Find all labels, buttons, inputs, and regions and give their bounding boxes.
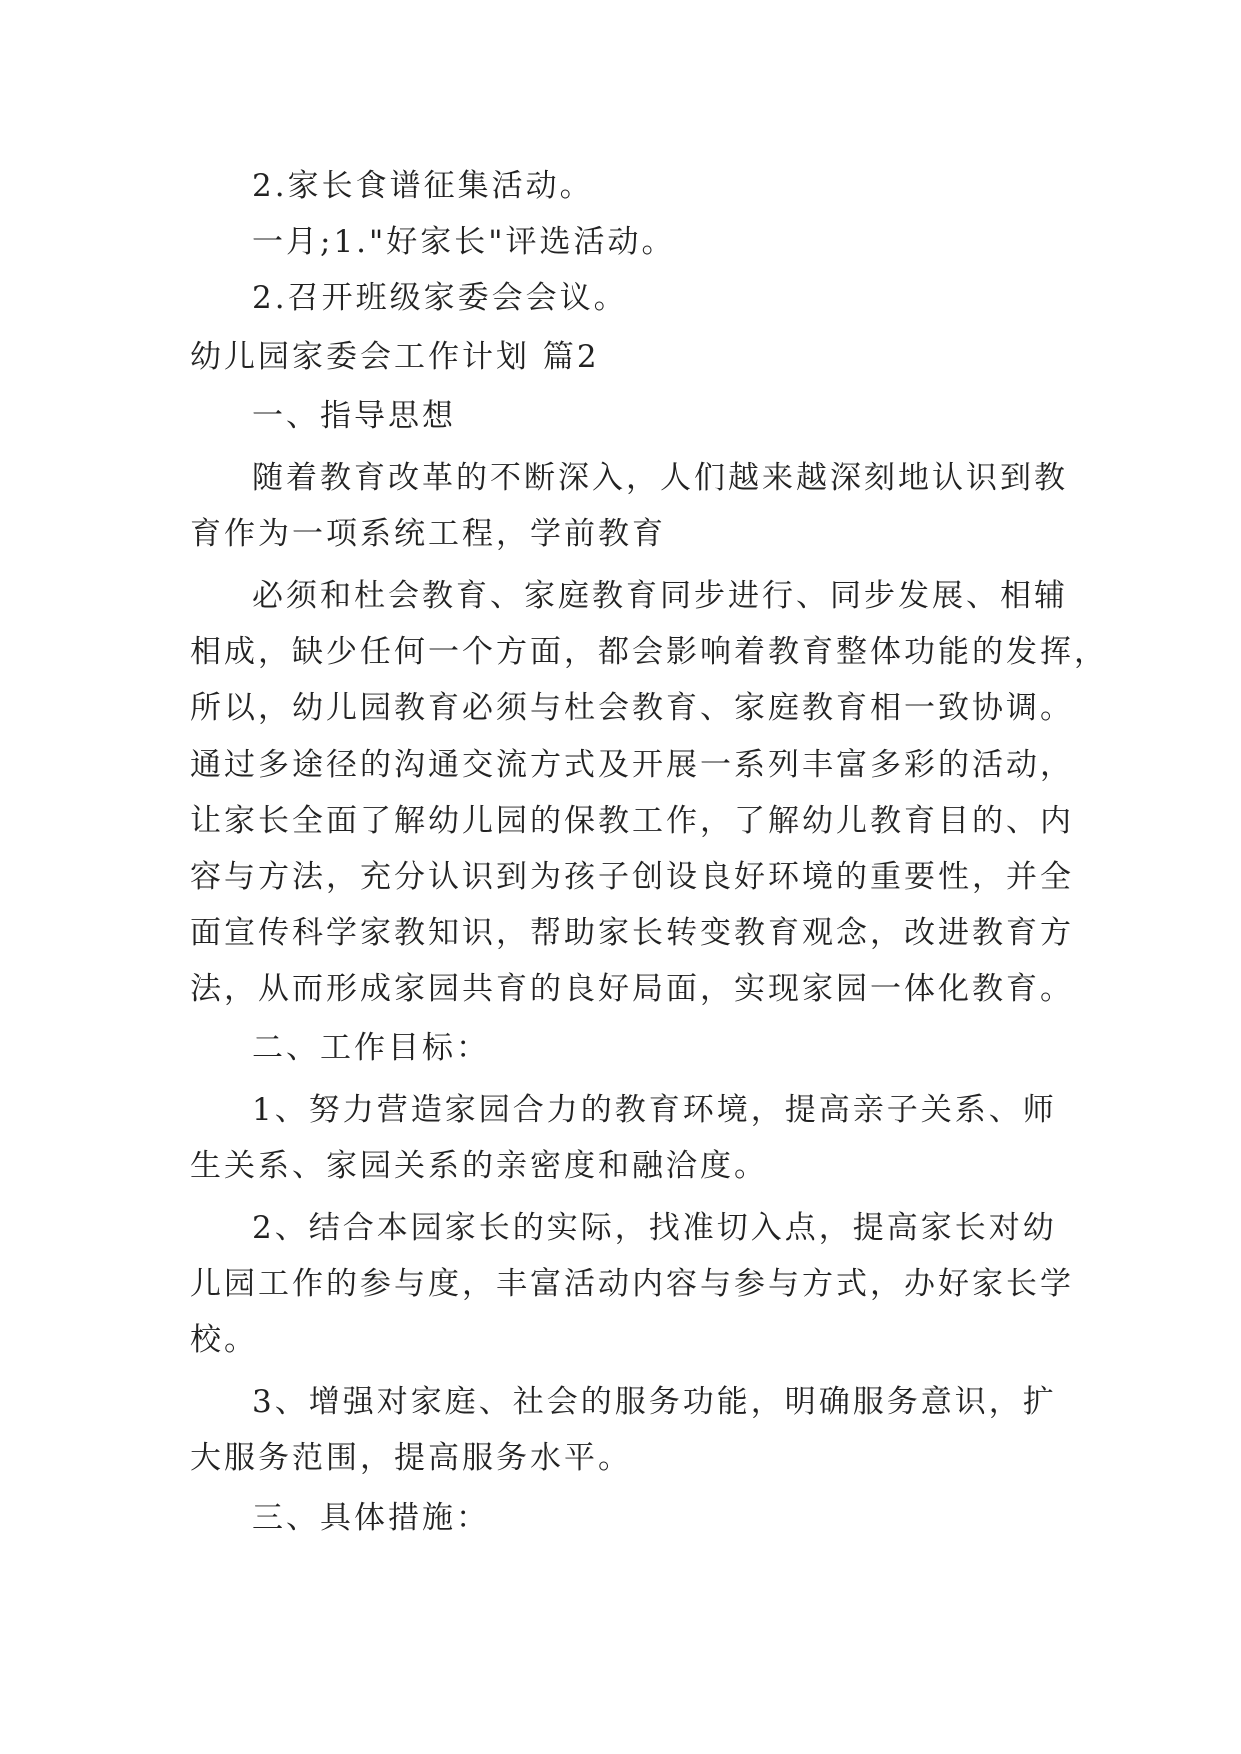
paragraph-line: 育作为一项系统工程，学前教育 [190,516,666,552]
heading-specific-measures: 三、具体措施： [252,1500,490,1536]
heading-guiding-thought: 一、指导思想 [252,398,456,434]
paragraph-line: 容与方法，充分认识到为孩子创设良好环境的重要性，并全 [190,859,1074,895]
paragraph-line: 必须和杜会教育、家庭教育同步进行、同步发展、相辅 [252,578,1068,614]
paragraph-line: 所以，幼儿园教育必须与杜会教育、家庭教育相一致协调。 [190,690,1074,726]
paragraph-line: 面宣传科学家教知识，帮助家长转变教育观念，改进教育方 [190,915,1074,951]
list-item-january-good-parent: 一月;1."好家长"评选活动。 [252,224,676,260]
paragraph-line: 随着教育改革的不断深入，人们越来越深刻地认识到教 [252,460,1068,496]
paragraph-line: 生关系、家园关系的亲密度和融洽度。 [190,1148,768,1184]
paragraph-line: 儿园工作的参与度，丰富活动内容与参与方式，办好家长学 [190,1266,1074,1302]
paragraph-line: 1、努力营造家园合力的教育环境，提高亲子关系、师 [252,1092,1057,1128]
paragraph-line: 2、结合本园家长的实际，找准切入点，提高家长对幼 [252,1210,1057,1246]
list-item-committee-meeting: 2.召开班级家委会会议。 [252,280,628,316]
paragraph-line: 相成，缺少任何一个方面，都会影响着教育整体功能的发挥， [190,634,1108,670]
list-item-recipe-collection: 2.家长食谱征集活动。 [252,168,594,204]
section-title: 幼儿园家委会工作计划 篇2 [190,339,600,375]
paragraph-line: 3、增强对家庭、社会的服务功能，明确服务意识，扩 [252,1384,1057,1420]
paragraph-line: 法，从而形成家园共育的良好局面，实现家园一体化教育。 [190,971,1074,1007]
paragraph-line: 让家长全面了解幼儿园的保教工作，了解幼儿教育目的、内 [190,803,1074,839]
heading-work-goals: 二、工作目标： [252,1030,490,1066]
paragraph-line: 校。 [190,1322,258,1358]
paragraph-line: 大服务范围，提高服务水平。 [190,1440,632,1476]
paragraph-line: 通过多途径的沟通交流方式及开展一系列丰富多彩的活动， [190,747,1074,783]
